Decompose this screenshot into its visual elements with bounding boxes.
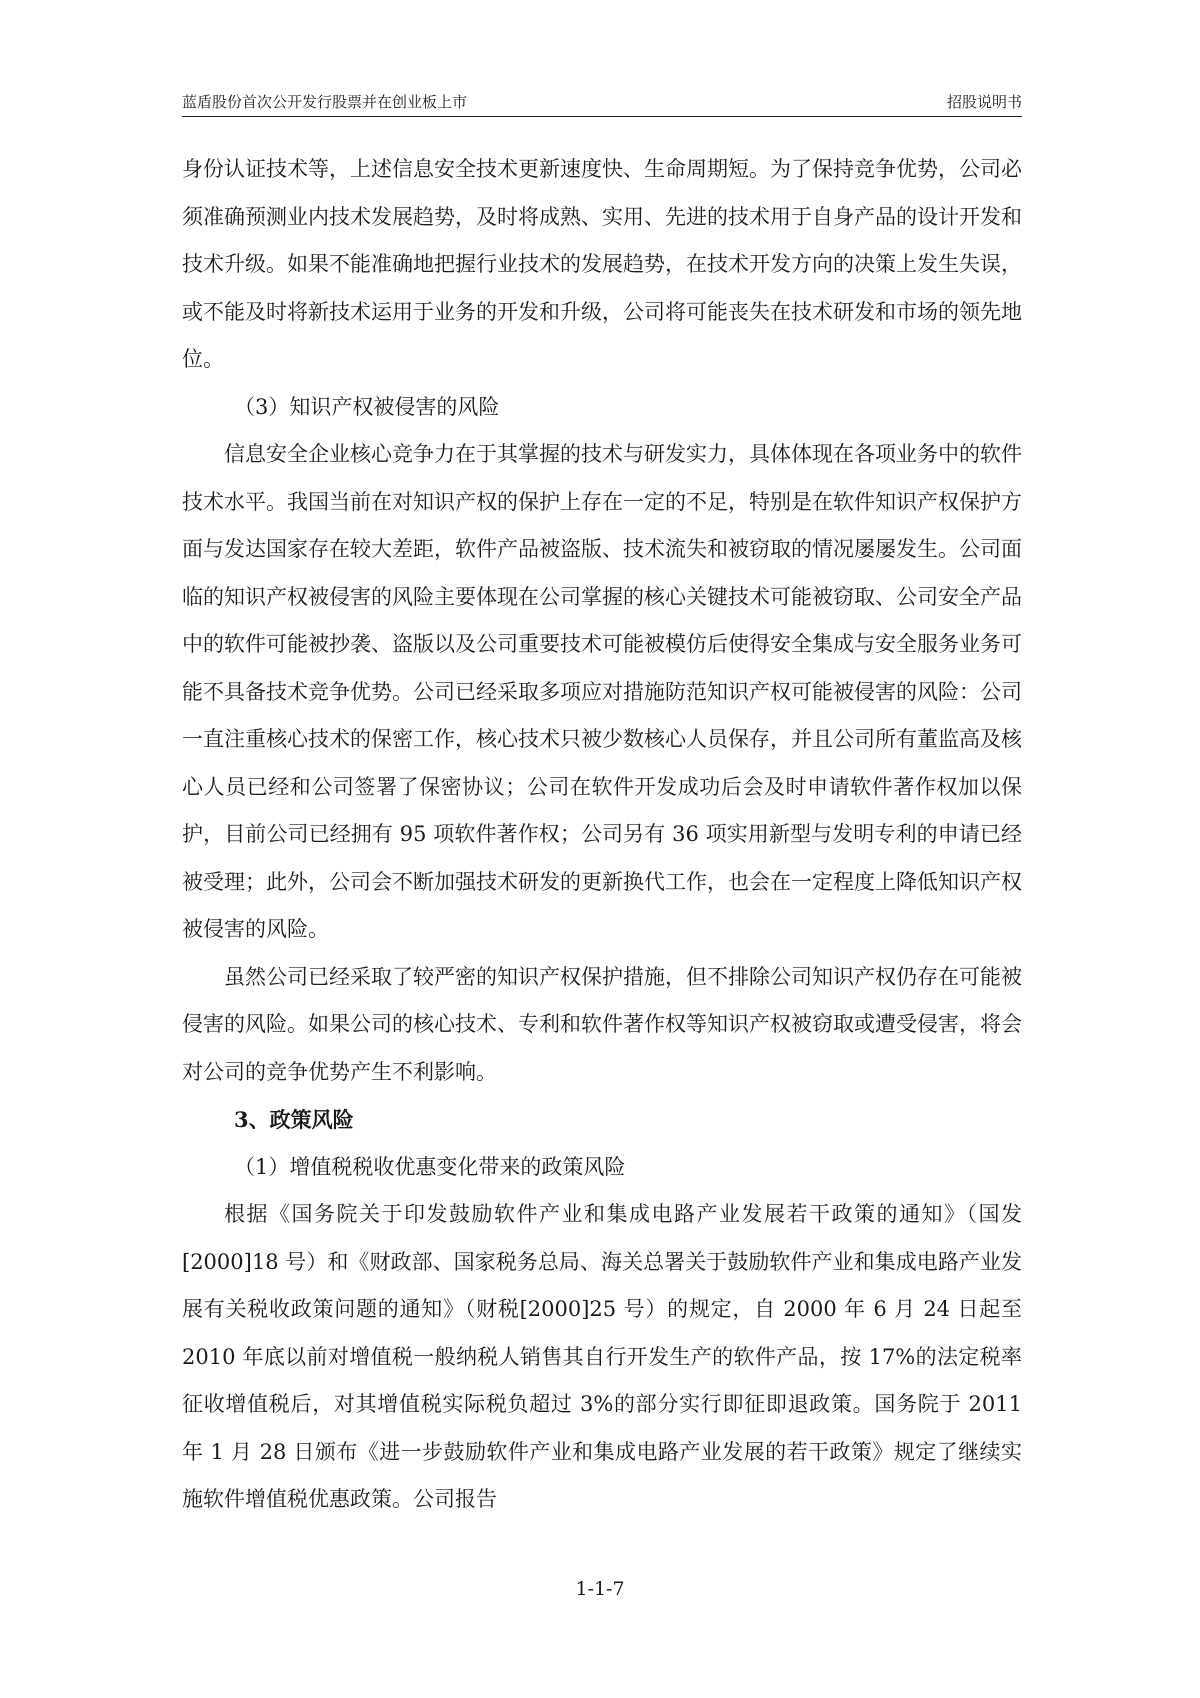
subheading-vat-risk: （1）增值税税收优惠变化带来的政策风险: [234, 1154, 626, 1179]
paragraph-ip-risk: 信息安全企业核心竞争力在于其掌握的技术与研发实力，具体体现在各项业务中的软件技术水平。我国当前在对知识产权的保护上存在一定的不足，特别是在软件知识产权保护方面与发达国家存在较大差距，软件产品被盗版、技术流失和被窃取的情况屡屡发生。公司面临的知识产权被侵害的风险主要体现在公司掌握的核心关键技术可能被窃取、公司安全产品中的软件可能被抄袭、盗版以及公司重要技术可能被模仿后使得安全集成与安全服务业务可能不具备技术竞争优势。公司已经采取多项应对措施防范知识产权可能被侵害的风险：公司一直注重核心技术的保密工作，核心技术只被少数核心人员保存，并且公司所有董监高及核心人员已经和公司签署了保密协议；公司在软件开发成功后会及时申请软件著作权加以保护，目前公司已经拥有 95 项软件著作权；公司另有 36 项实用新型与发明专利的申请已经被受理；此外，公司会不断加强技术研发的更新换代工作，也会在一定程度上降低知识产权被侵害的风险。: [182, 442, 1022, 941]
header-doc-type: 招股说明书: [946, 93, 1022, 111]
page-header: [182, 84, 1022, 117]
paragraph-tech-update: 身份认证技术等，上述信息安全技术更新速度快、生命周期短。为了保持竞争优势，公司必须准确预测业内技术发展趋势，及时将成熟、实用、先进的技术用于自身产品的设计开发和技术升级。如果不能准确地把握行业技术的发展趋势，在技术开发方向的决策上发生失误，或不能及时将新技术运用于业务的开发和升级，公司将可能丧失在技术研发和市场的领先地位。: [182, 157, 1022, 371]
section-heading-policy-risk: 3、政策风险: [234, 1107, 354, 1132]
page-number: 1-1-7: [575, 1578, 625, 1600]
header-title: 蓝盾股份首次公开发行股票并在创业板上市: [182, 93, 468, 111]
paragraph-ip-conclusion: 虽然公司已经采取了较严密的知识产权保护措施，但不排除公司知识产权仍存在可能被侵害的风险。如果公司的核心技术、专利和软件著作权等知识产权被窃取或遭受侵害，将会对公司的竞争优势产生不利影响。: [182, 964, 1022, 1084]
subheading-ip-risk: （3）知识产权被侵害的风险: [234, 394, 500, 419]
main-content: [182, 146, 1022, 1524]
paragraph-vat-policy: 根据《国务院关于印发鼓励软件产业和集成电路产业发展若干政策的通知》（国发[2000]18 号）和《财政部、国家税务总局、海关总署关于鼓励软件产业和集成电路产业发展有关税收政策问题的通知》（财税[2000]25 号）的规定，自 2000 年 6 月 24 日起至 2010 年底以前对增值税一般纳税人销售其自行开发生产的软件产品，按 17%的法定税率征收增值税后，对其增值税实际税负超过 3%的部分实行即征即退政策。国务院于 2011 年 1 月 28 日颁布《进一步鼓励软件产业和集成电路产业发展的若干政策》规定了继续实施软件增值税优惠政策。公司报告: [182, 1202, 1022, 1511]
